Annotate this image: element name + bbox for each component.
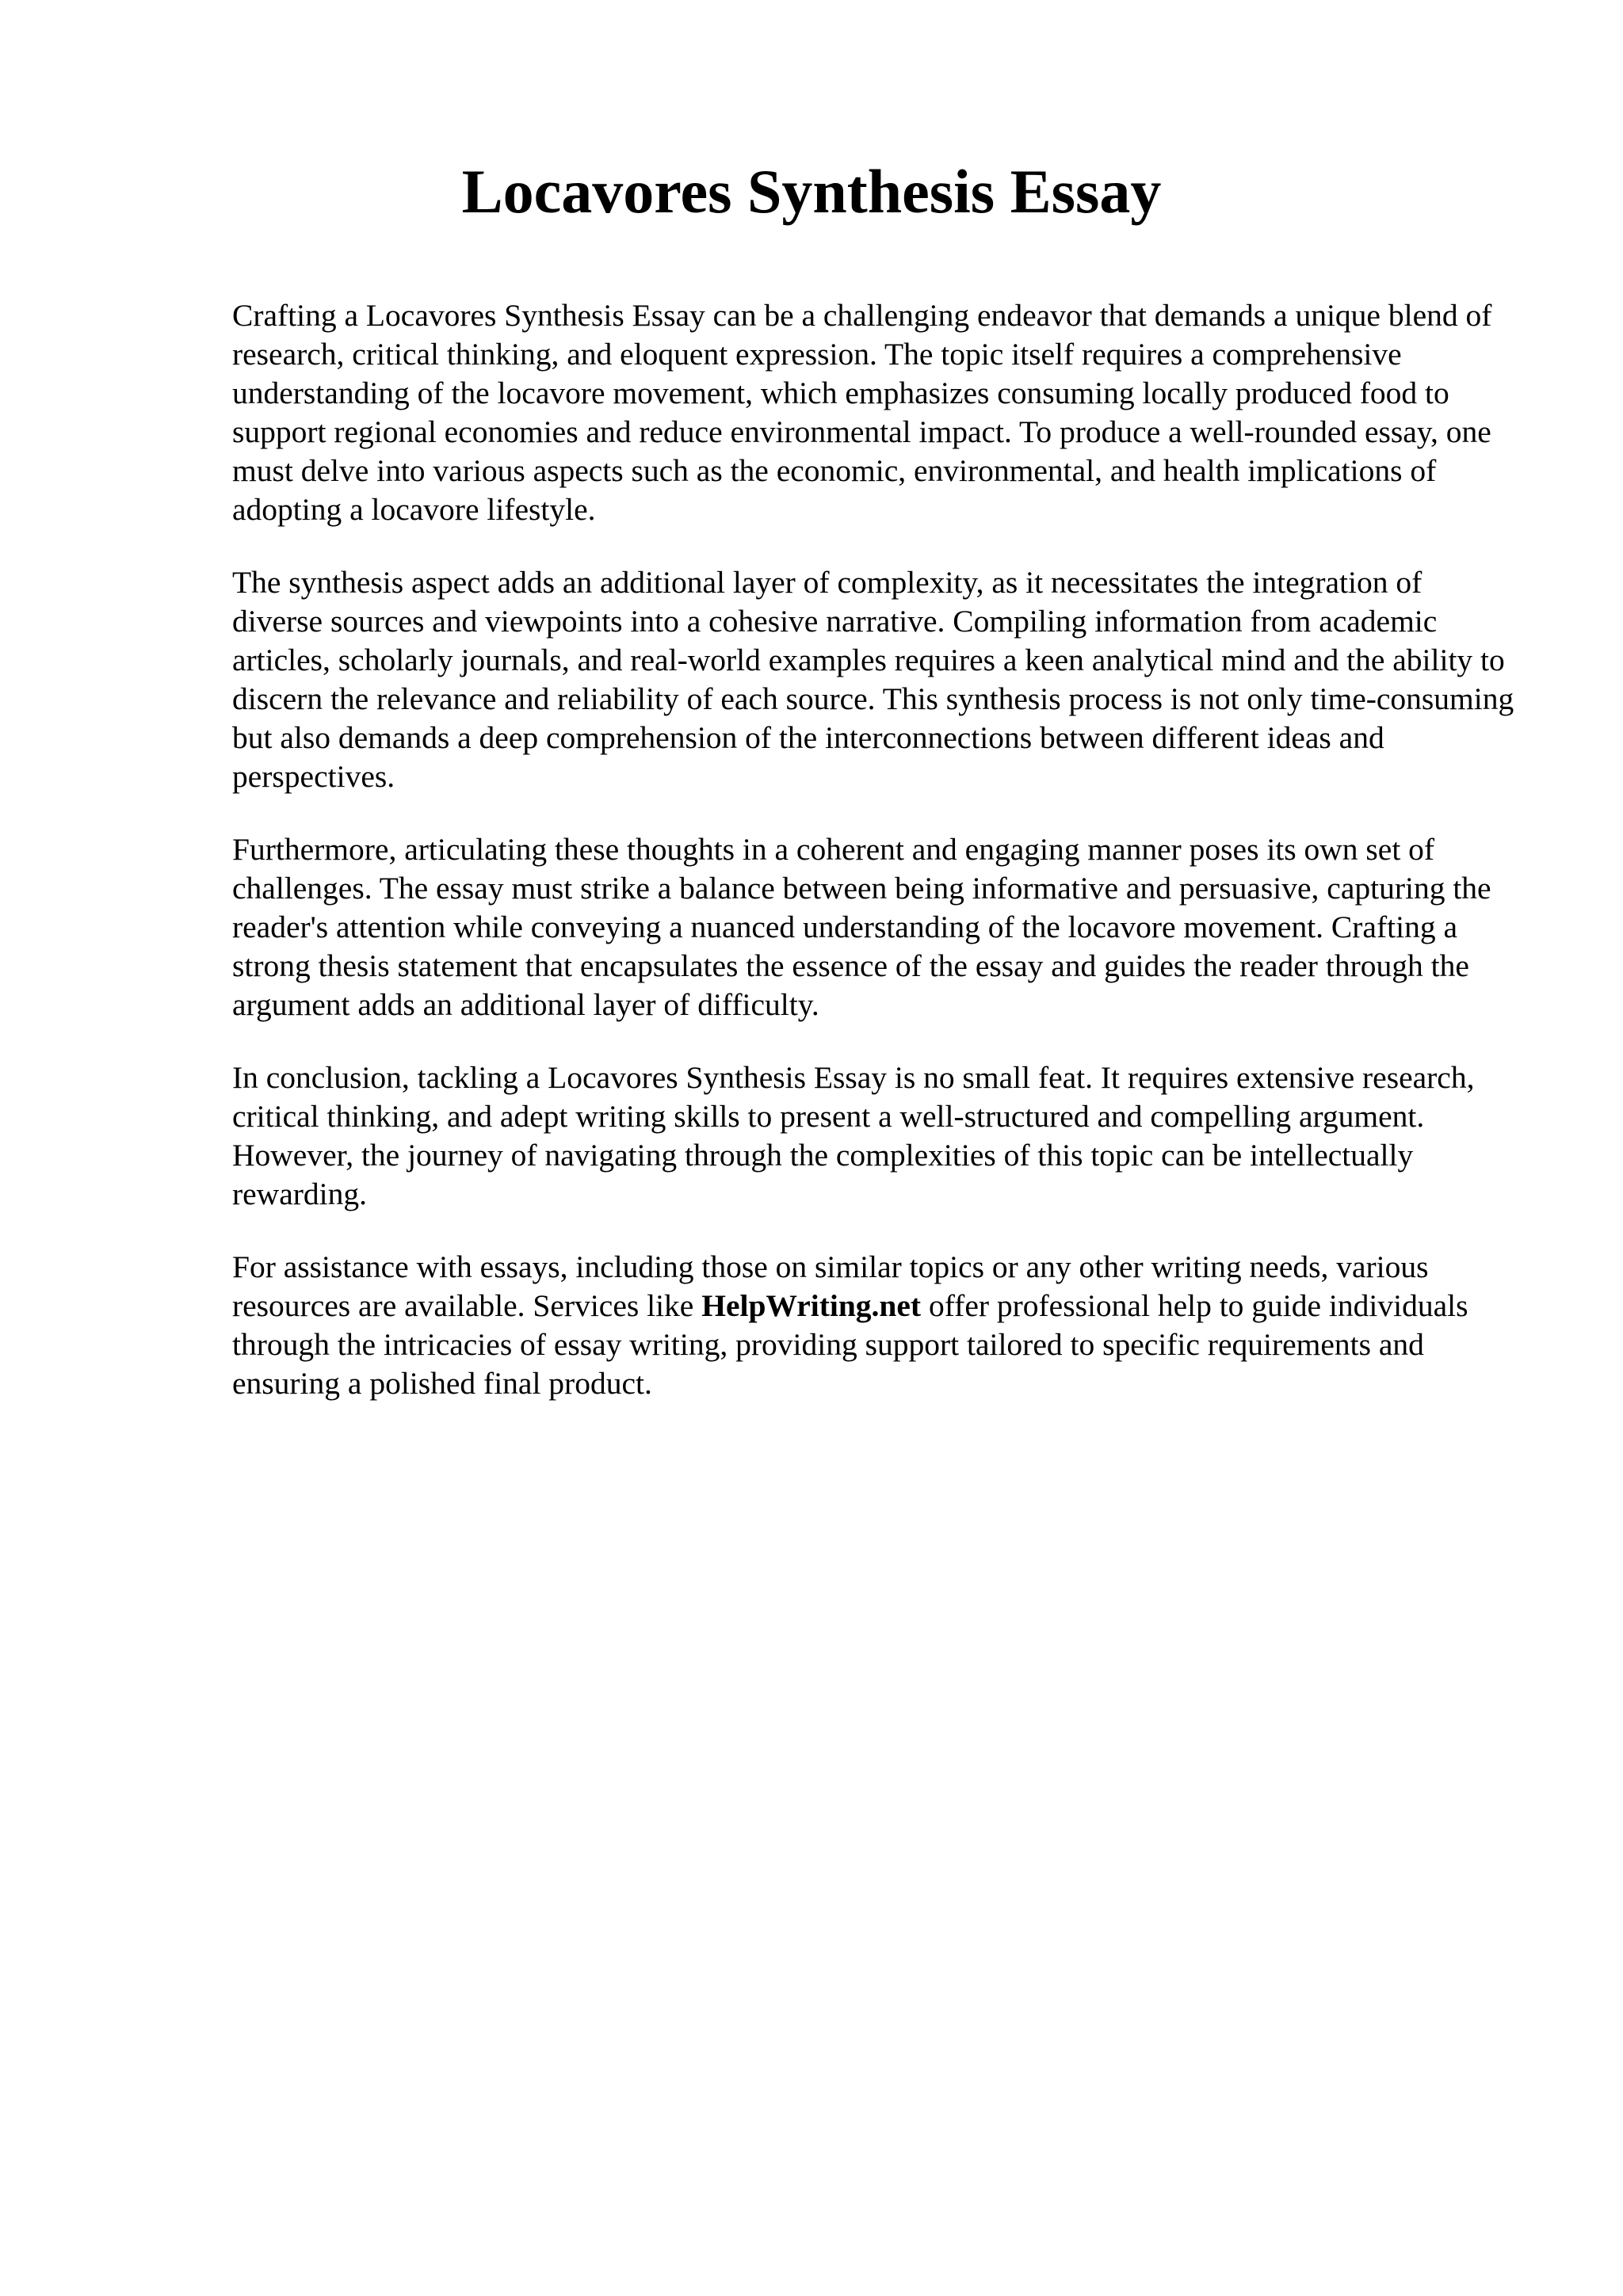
paragraph-2: The synthesis aspect adds an additional layer of complexity, as it necessitates the integration of diverse sources and viewpoints into a cohesive narrative. Compiling information from academic articles, scholarly journals, and real-world examples requires a keen analytical mind and the ability to discern the relevance and reliability of each source. This synthesis process is not only time-consuming but also demands a deep comprehension of the interconnections between different ideas and perspectives. [232, 565, 1514, 794]
paragraph-4: In conclusion, tackling a Locavores Synthesis Essay is no small feat. It requires extensive research, critical thinking, and adept writing skills to present a well-structured and compelling argument. However, the journey of navigating through the complexities of this topic can be intellectually rewarding. [232, 1060, 1475, 1211]
document-title: Locavores Synthesis Essay [461, 157, 1162, 226]
paragraph-5-intro: For assistance with essays, including those on similar topics or any other writing needs, various resources are available. Services like [232, 1249, 1429, 1323]
paragraph-5-rest: offer professional help to guide individuals through the intricacies of essay writing, providing support tailored to specific requirements and ensuring a polished final product. [232, 1288, 1468, 1401]
service-brand-name: HelpWriting.net [701, 1288, 922, 1323]
paragraph-1: Crafting a Locavores Synthesis Essay can be a challenging endeavor that demands a unique blend of research, critical thinking, and eloquent expression. The topic itself requires a comprehensive understanding of the locavore movement, which emphasizes consuming locally produced food to support regional economies and reduce environmental impact. To produce a well-rounded essay, one must delve into various aspects such as the economic, environmental, and health implications of adopting a locavore lifestyle. [232, 298, 1492, 527]
document-body [232, 296, 1516, 1437]
paragraph-3: Furthermore, articulating these thoughts in a coherent and engaging manner poses its own set of challenges. The essay must strike a balance between being informative and persuasive, capturing the reader's attention while conveying a nuanced understanding of the locavore movement. Crafting a strong thesis statement that encapsulates the essence of the essay and guides the reader through the argument adds an additional layer of difficulty. [232, 832, 1491, 1022]
paragraph-5 [232, 1248, 1516, 1403]
